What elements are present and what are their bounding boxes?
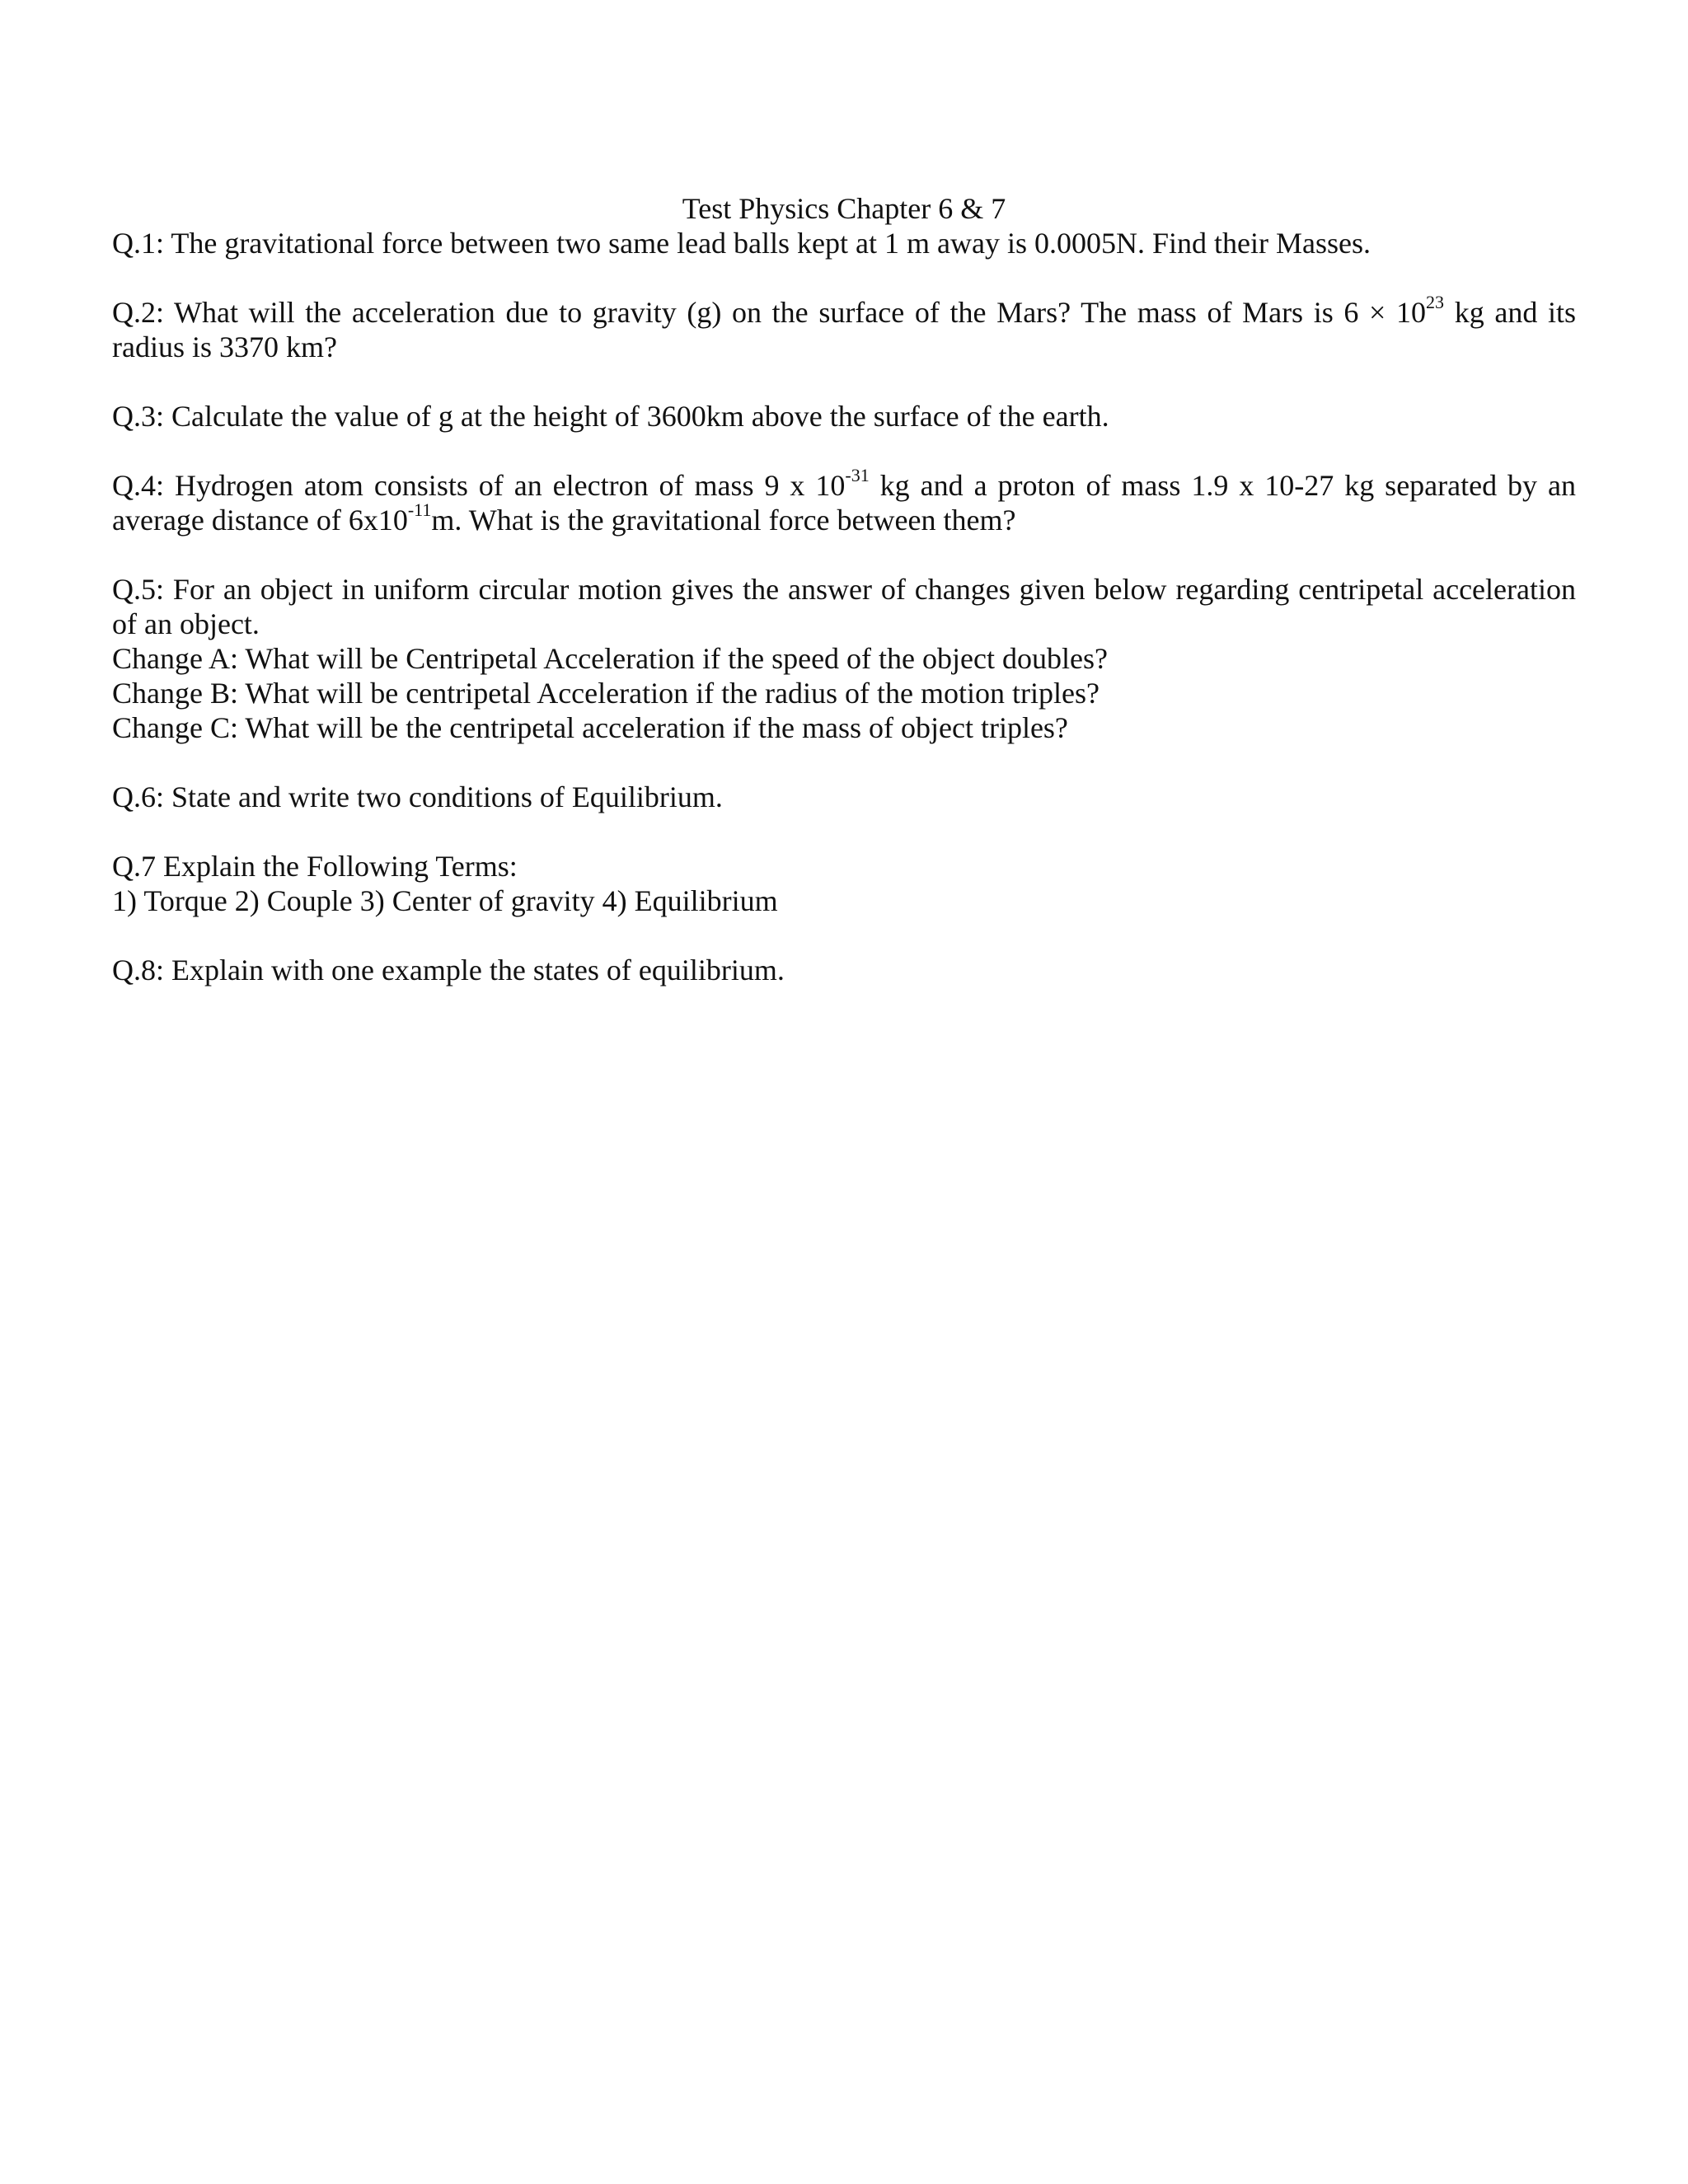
question-3 (112, 399, 1576, 434)
question-4-exponent-1: -31 (845, 465, 870, 485)
question-4-text-part1: Q.4: Hydrogen atom consists of an electron of mass 9 x 10 (112, 469, 846, 502)
question-5-intro: Q.5: For an object in uniform circular motion gives the answer of changes given below regarding centripetal acceleration of an object. (112, 573, 1576, 640)
question-6 (112, 780, 1576, 814)
question-4 (112, 465, 1576, 537)
question-5-change-b: Change B: What will be centripetal Acceleration if the radius of the motion triples? (112, 677, 1100, 710)
question-7-terms: 1) Torque 2) Couple 3) Center of gravity 4) Equilibrium (112, 884, 778, 917)
question-8-text: Q.8: Explain with one example the states of equilibrium. (112, 954, 785, 987)
question-2-text-part1: Q.2: What will the acceleration due to gravity (g) on the surface of the Mars? The mass of Mars is 6 × 10 (112, 296, 1427, 329)
question-2-text-part2: kg and its radius is 3370 km? (112, 296, 1576, 363)
question-5 (112, 572, 1576, 745)
question-5-change-a: Change A: What will be Centripetal Acceleration if the speed of the object doubles? (112, 642, 1108, 675)
question-4-exponent-2: -11 (407, 499, 432, 520)
question-7 (112, 849, 1576, 918)
question-4-text-part3: m. What is the gravitational force between them? (431, 504, 1016, 537)
question-1 (112, 226, 1576, 260)
question-1-text: Q.1: The gravitational force between two same lead balls kept at 1 m away is 0.0005N. Find their Masses. (112, 227, 1371, 260)
question-7-heading: Q.7 Explain the Following Terms: (112, 850, 518, 883)
question-3-text: Q.3: Calculate the value of g at the height of 3600km above the surface of the earth. (112, 400, 1109, 433)
document-content (112, 191, 1576, 1022)
question-2 (112, 292, 1576, 364)
question-5-change-c: Change C: What will be the centripetal acceleration if the mass of object triples? (112, 711, 1068, 744)
question-6-text: Q.6: State and write two conditions of Equilibrium. (112, 780, 723, 813)
question-4-text-part2: kg and a proton of mass 1.9 x 10-27 kg separated by an average distance of 6x10 (112, 469, 1576, 537)
document-title: Test Physics Chapter 6 & 7 (682, 192, 1006, 225)
question-8 (112, 953, 1576, 987)
question-2-exponent: 23 (1426, 292, 1445, 312)
